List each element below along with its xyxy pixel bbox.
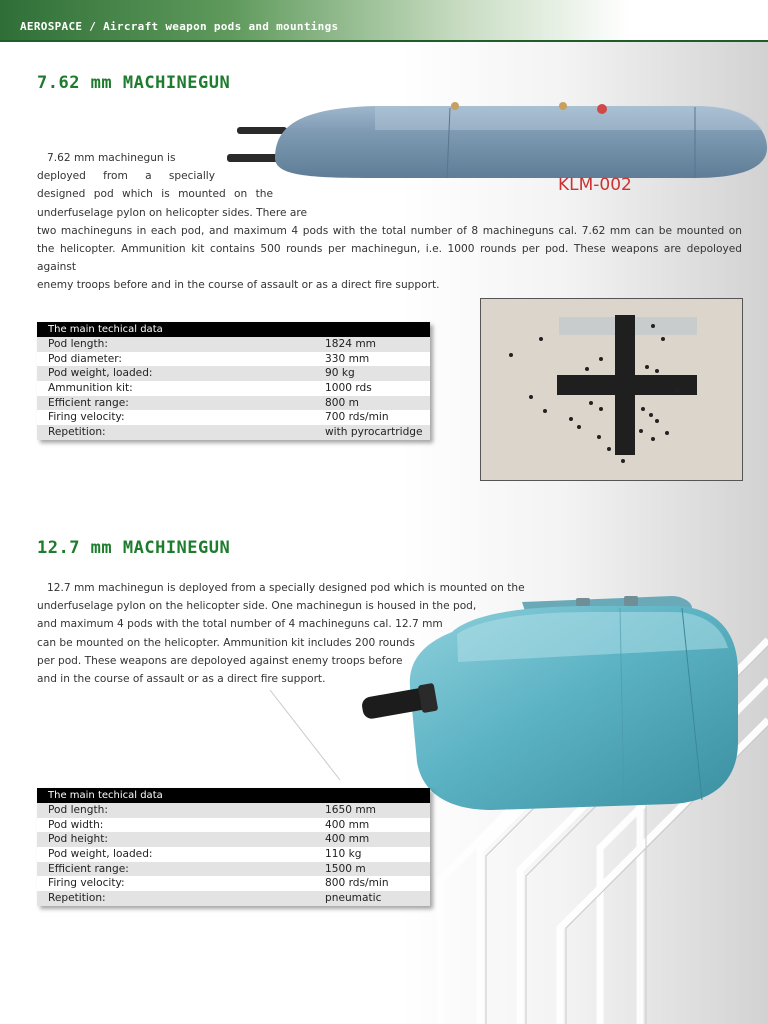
row-label: Pod length: [48, 338, 108, 350]
table-row [37, 352, 430, 367]
description-line: enemy troops before and in the course of assault or as a direct fire support. [37, 279, 440, 292]
target-photo [480, 298, 743, 481]
description-line: designed pod which is mounted on the [37, 188, 273, 201]
row-value: 700 rds/min [325, 411, 389, 424]
row-value: 800 rds/min [325, 877, 389, 890]
description-line: and maximum 4 pods with the total number of 4 machineguns cal. 12.7 mm [37, 618, 443, 631]
pod-marking-text: KLM-002 [558, 175, 632, 195]
table-row [37, 410, 430, 425]
description-line: can be mounted on the helicopter. Ammunition kit includes 200 rounds [37, 636, 415, 649]
description-line: deployed from a specially [37, 170, 215, 183]
table-row [37, 381, 430, 396]
table-row [37, 425, 430, 440]
section-2-title: 12.7 mm MACHINEGUN [37, 538, 231, 558]
row-label: Pod weight, loaded: [48, 848, 153, 861]
table-row [37, 862, 430, 877]
row-label: Pod height: [48, 833, 108, 846]
tech-data-table-762 [37, 322, 430, 440]
row-value: 800 m [325, 396, 359, 409]
row-value: with pyrocartridge [325, 426, 423, 439]
breadcrumb: AEROSPACE / Aircraft weapon pods and mountings [20, 20, 339, 33]
row-label: Pod width: [48, 818, 104, 831]
row-label: Ammunition kit: [48, 382, 133, 395]
row-value: 1000 rds [325, 382, 372, 395]
header-bar [0, 0, 768, 42]
description-line: 12.7 mm machinegun is deployed from a specially designed pod which is mounted on the [47, 582, 525, 594]
table-row [37, 396, 430, 411]
section-1-title: 7.62 mm MACHINEGUN [37, 73, 231, 93]
table-row [37, 876, 430, 891]
description-line: per pod. These weapons are depoloyed against enemy troops before [37, 654, 403, 667]
row-label: Pod weight, loaded: [48, 367, 153, 380]
description-line: the helicopter. Ammunition kit contains 500 rounds per machinegun, i.e. 1000 rounds per pod. These weapons are depoloyed against [37, 243, 742, 274]
row-label: Efficient range: [48, 396, 129, 409]
table-row [37, 832, 430, 847]
table-header: The main techical data [37, 322, 430, 337]
section-1-description [37, 149, 742, 295]
row-label: Pod diameter: [48, 352, 122, 365]
table-row [37, 818, 430, 833]
shooting-target-image [481, 299, 742, 480]
row-label: Repetition: [48, 426, 106, 439]
description-line: underfuselage pylon on helicopter sides. There are [37, 206, 307, 219]
row-value: 400 mm [325, 833, 370, 846]
section-2-description [37, 579, 537, 688]
table-row [37, 803, 430, 818]
description-line: two machineguns in each pod, and maximum 4 pods with the total number of 8 machineguns cal. 7.62 mm can be mounted on [37, 224, 742, 237]
row-label: Firing velocity: [48, 877, 125, 890]
description-line: underfuselage pylon on the helicopter side. One machinegun is housed in the pod, [37, 600, 477, 613]
row-value: 1650 mm [325, 804, 376, 816]
description-line: 7.62 mm machinegun is [47, 152, 176, 164]
row-value: 1824 mm [325, 338, 376, 350]
row-label: Repetition: [48, 892, 106, 905]
row-value: 90 kg [325, 367, 355, 380]
row-value: 1500 m [325, 862, 366, 875]
tech-data-table-127 [37, 788, 430, 906]
table-row [37, 366, 430, 381]
row-label: Pod length: [48, 804, 108, 816]
table-row [37, 891, 430, 906]
row-value: 400 mm [325, 818, 370, 831]
table-row [37, 337, 430, 352]
row-value: pneumatic [325, 892, 382, 905]
table-row [37, 847, 430, 862]
row-value: 110 kg [325, 848, 362, 861]
row-label: Firing velocity: [48, 411, 125, 424]
row-label: Efficient range: [48, 862, 129, 875]
row-value: 330 mm [325, 352, 370, 365]
description-line: and in the course of assault or as a direct fire support. [37, 673, 326, 686]
table-header: The main techical data [37, 788, 430, 803]
